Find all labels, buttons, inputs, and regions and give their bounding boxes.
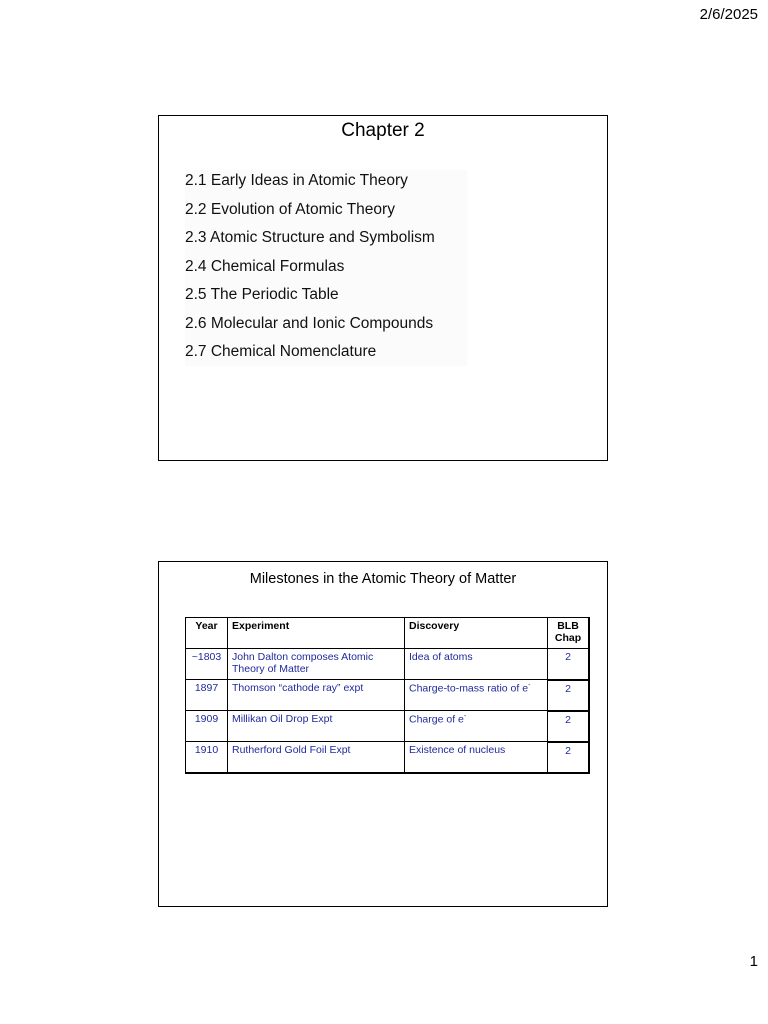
cell-year: 1897 [186, 680, 228, 711]
cell-experiment: Millikan Oil Drop Expt [228, 711, 405, 742]
table-row [186, 649, 590, 680]
table-row [186, 680, 590, 711]
cell-discovery: Existence of nucleus [405, 742, 548, 773]
header-experiment: Experiment [228, 618, 405, 649]
electron-superscript: - [463, 713, 467, 720]
cell-year: ~1803 [186, 649, 228, 680]
header-discovery: Discovery [405, 618, 548, 649]
toc-list [185, 170, 467, 366]
cell-discovery [405, 711, 548, 742]
discovery-text: Charge-to-mass ratio of e [409, 682, 529, 695]
cell-chap: 2 [548, 680, 590, 711]
cell-chap: 2 [548, 742, 590, 773]
table-row [186, 711, 590, 742]
header-year: Year [186, 618, 228, 649]
toc-item: 2.6 Molecular and Ionic Compounds [185, 314, 434, 332]
header-blb-chap: BLB Chap [548, 618, 590, 649]
page-date: 2/6/2025 [699, 6, 758, 23]
cell-chap: 2 [548, 711, 590, 742]
table-header-row [186, 618, 590, 649]
page-number: 1 [749, 953, 758, 970]
cell-year: 1910 [186, 742, 228, 773]
electron-superscript: - [528, 682, 531, 689]
cell-experiment: Rutherford Gold Foil Expt [228, 742, 405, 773]
cell-chap: 2 [548, 649, 590, 680]
slide-title: Milestones in the Atomic Theory of Matter [249, 571, 517, 587]
slide-title: Chapter 2 [341, 120, 425, 141]
toc-item: 2.1 Early Ideas in Atomic Theory [185, 172, 408, 189]
cell-discovery [405, 680, 548, 711]
milestones-table [185, 617, 590, 774]
slide-chapter-2 [158, 115, 608, 461]
toc-item: 2.5 The Periodic Table [185, 286, 339, 303]
cell-experiment: John Dalton composes Atomic Theory of Matter [228, 649, 405, 680]
cell-year: 1909 [186, 711, 228, 742]
cell-experiment: Thomson “cathode ray” expt [228, 680, 405, 711]
toc-item: 2.7 Chemical Nomenclature [185, 343, 377, 360]
slide-milestones [158, 561, 608, 907]
toc-item: 2.3 Atomic Structure and Symbolism [185, 229, 435, 246]
discovery-text: Charge of e [409, 713, 464, 726]
toc-item: 2.2 Evolution of Atomic Theory [185, 200, 395, 218]
table-row [186, 742, 590, 773]
toc-item: 2.4 Chemical Formulas [185, 257, 345, 275]
cell-discovery: Idea of atoms [405, 649, 548, 680]
